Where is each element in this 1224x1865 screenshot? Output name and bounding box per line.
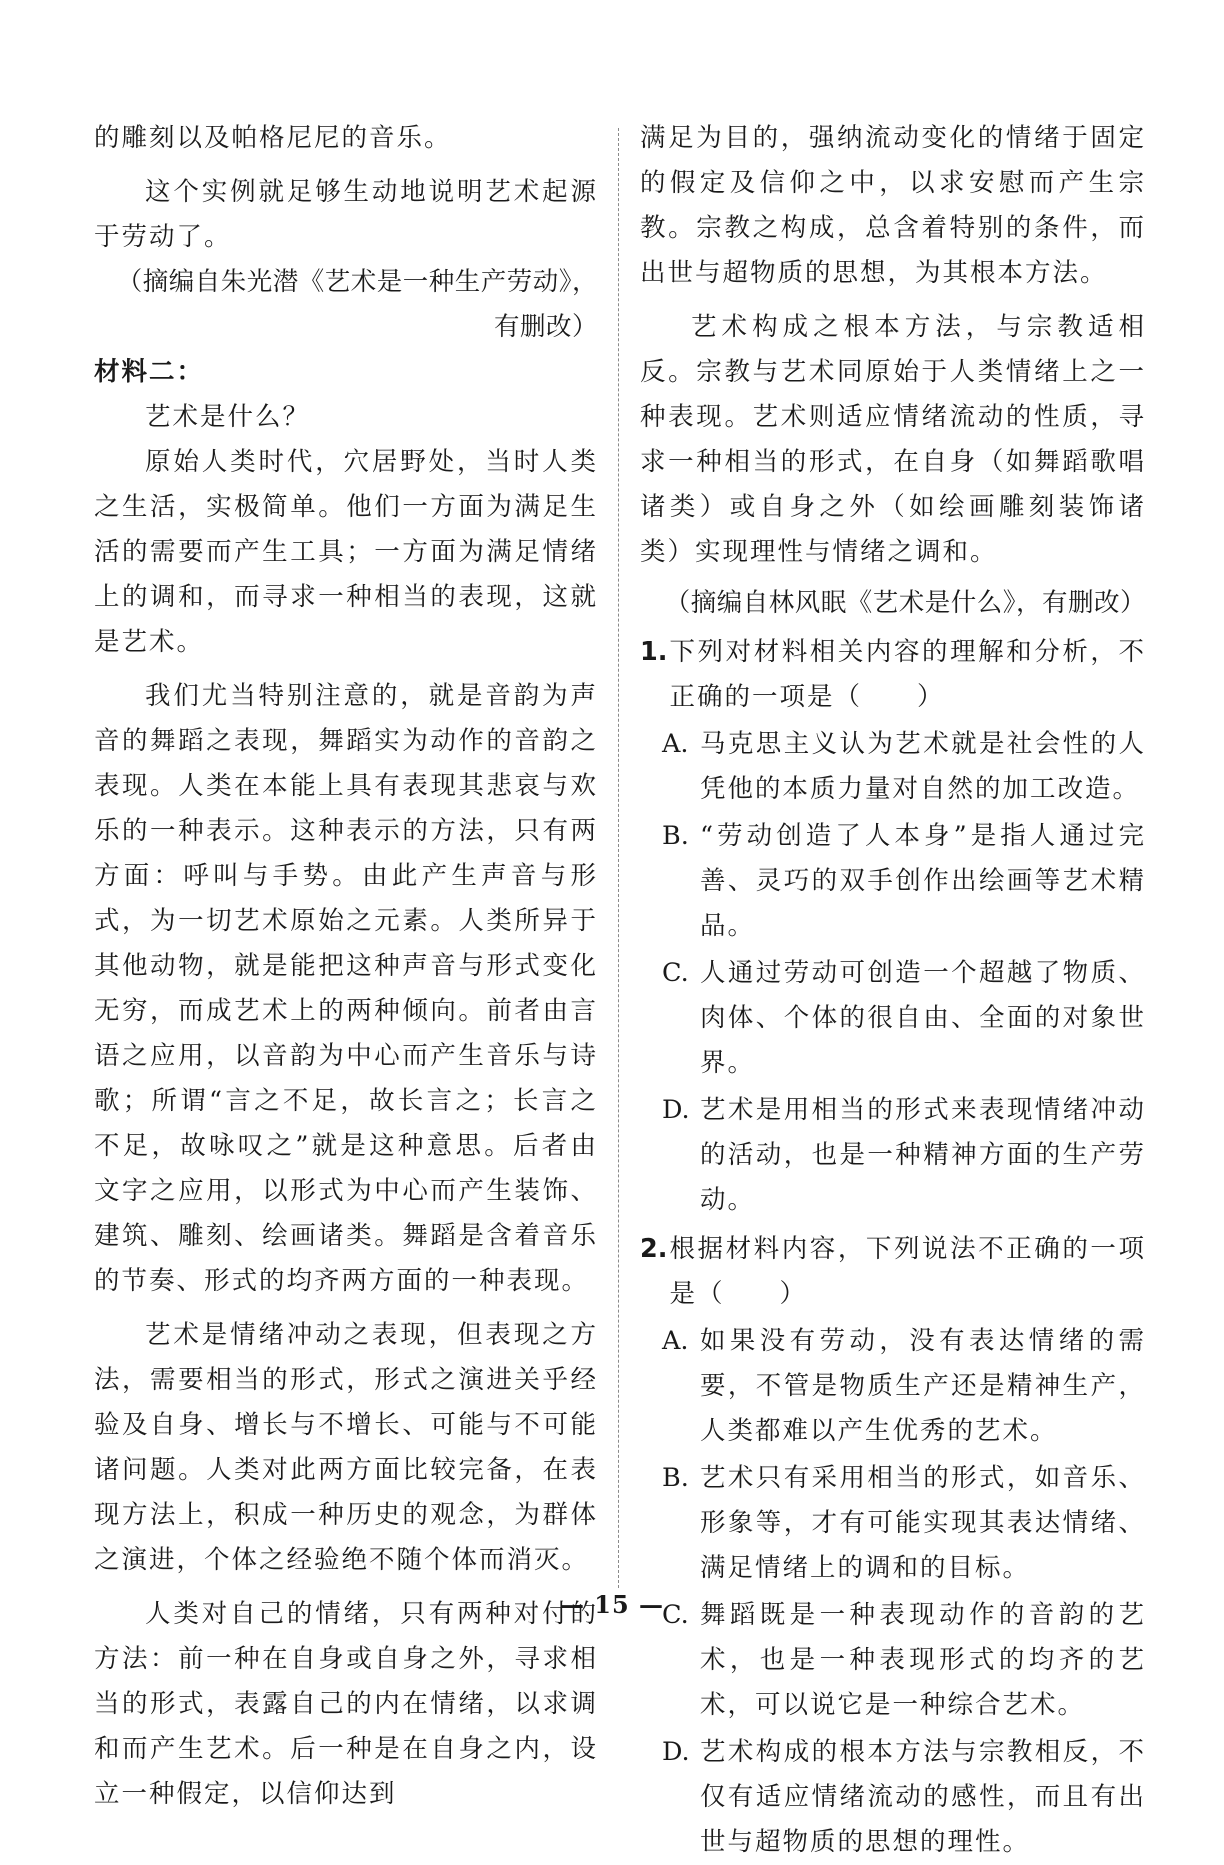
left-paragraph-3: 原始人类时代，穴居野处，当时人类之生活，实极简单。他们一方面为满足生活的需要而产生工具；一方面为满足情绪上的调和，而寻求一种相当的表现，这就是艺术。 xyxy=(94,447,598,657)
option-text: 人通过劳动可创造一个超越了物质、肉体、个体的很自由、全面的对象世界。 xyxy=(700,958,1146,1078)
option-label: A. xyxy=(662,729,689,759)
left-paragraph-5: 艺术是情绪冲动之表现，但表现之方法，需要相当的形式，形式之演进关乎经验及自身、增长与不增长、可能与不可能诸问题。人类对此两方面比较完备，在表现方法上，积成一种历史的观念，为群体之演进，个体之经验绝不随个体而消灭。 xyxy=(94,1320,598,1575)
option-text: 如果没有劳动，没有表达情绪的需要，不管是物质生产还是精神生产，人类都难以产生优秀的艺术。 xyxy=(700,1326,1146,1446)
question-stem: 根据材料内容，下列说法不正确的一项是（ ） xyxy=(669,1234,1146,1309)
option-label: C. xyxy=(662,1600,689,1630)
question-1 xyxy=(640,630,1146,1223)
option-label: D. xyxy=(662,1737,690,1767)
material-two-heading: 材料二： xyxy=(94,357,205,387)
question-stem: 下列对材料相关内容的理解和分析，不正确的一项是（ ） xyxy=(669,637,1146,712)
right-paragraph-2: 艺术构成之根本方法，与宗教适相反。宗教与艺术同原始于人类情绪上之一种表现。艺术则适应情绪流动的性质，寻求一种相当的形式，在自身（如舞蹈歌唱诸类）或自身之外（如绘画雕刻装饰诸类）实现理性与情绪之调和。 xyxy=(640,312,1146,567)
option-label: C. xyxy=(662,958,689,988)
source-citation-2: （摘编自林风眠《艺术是什么》，有删改） xyxy=(664,588,1146,618)
option-text: 艺术是用相当的形式来表现情绪冲动的活动，也是一种精神方面的生产劳动。 xyxy=(700,1095,1146,1215)
option-text: 艺术构成的根本方法与宗教相反，不仅有适应情绪流动的感性，而且有出世与超物质的思想的理性。 xyxy=(700,1737,1146,1857)
question-2 xyxy=(640,1227,1146,1865)
option-c[interactable] xyxy=(640,951,1146,1086)
source-citation-1: （摘编自朱光潜《艺术是一种生产劳动》，有删改） xyxy=(116,267,598,342)
option-text: 马克思主义认为艺术就是社会性的人凭他的本质力量对自然的加工改造。 xyxy=(700,729,1146,804)
left-paragraph-6: 人类对自己的情绪，只有两种对付的方法：前一种在自身或自身之外，寻求相当的形式，表露自己的内在情绪，以求调和而产生艺术。后一种是在自身之内，设立一种假定，以信仰达到 xyxy=(94,1599,598,1809)
question-number: 1. xyxy=(640,637,668,667)
option-a[interactable] xyxy=(640,722,1146,812)
option-a[interactable] xyxy=(640,1319,1146,1454)
option-label: D. xyxy=(662,1095,690,1125)
left-column xyxy=(94,116,598,1817)
material-two-title: 艺术是什么？ xyxy=(145,402,311,432)
question-number: 2. xyxy=(640,1234,668,1264)
option-text: 舞蹈既是一种表现动作的音韵的艺术，也是一种表现形式的均齐的艺术，可以说它是一种综合艺术。 xyxy=(700,1600,1146,1720)
option-b[interactable] xyxy=(640,1456,1146,1591)
left-paragraph-1: 的雕刻以及帕格尼尼的音乐。 xyxy=(94,123,452,153)
option-label: A. xyxy=(662,1326,689,1356)
page-number: — 15 — xyxy=(559,1590,665,1619)
option-label: B. xyxy=(662,821,689,851)
option-d[interactable] xyxy=(640,1088,1146,1223)
option-d[interactable] xyxy=(640,1730,1146,1865)
column-divider xyxy=(618,128,619,1588)
option-text: 艺术只有采用相当的形式，如音乐、形象等，才有可能实现其表达情绪、满足情绪上的调和的目标。 xyxy=(700,1463,1146,1583)
left-paragraph-4: 我们尤当特别注意的，就是音韵为声音的舞蹈之表现，舞蹈实为动作的音韵之表现。人类在本能上具有表现其悲哀与欢乐的一种表示。这种表示的方法，只有两方面：呼叫与手势。由此产生声音与形式，为一切艺术原始之元素。人类所异于其他动物，就是能把这种声音与形式变化无穷，而成艺术上的两种倾向。前者由言语之应用，以音韵为中心而产生音乐与诗歌；所谓“言之不足，故长言之；长言之不足，故咏叹之”就是这种意思。后者由文字之应用，以形式为中心而产生装饰、建筑、雕刻、绘画诸类。舞蹈是含着音乐的节奏、形式的均齐两方面的一种表现。 xyxy=(94,681,598,1296)
option-text: “劳动创造了人本身”是指人通过完善、灵巧的双手创作出绘画等艺术精品。 xyxy=(700,821,1146,941)
left-paragraph-2: 这个实例就足够生动地说明艺术起源于劳动了。 xyxy=(94,177,598,252)
right-paragraph-1: 满足为目的，强纳流动变化的情绪于固定的假定及信仰之中，以求安慰而产生宗教。宗教之构成，总含着特别的条件，而出世与超物质的思想，为其根本方法。 xyxy=(640,123,1146,288)
option-label: B. xyxy=(662,1463,689,1493)
option-b[interactable] xyxy=(640,814,1146,949)
